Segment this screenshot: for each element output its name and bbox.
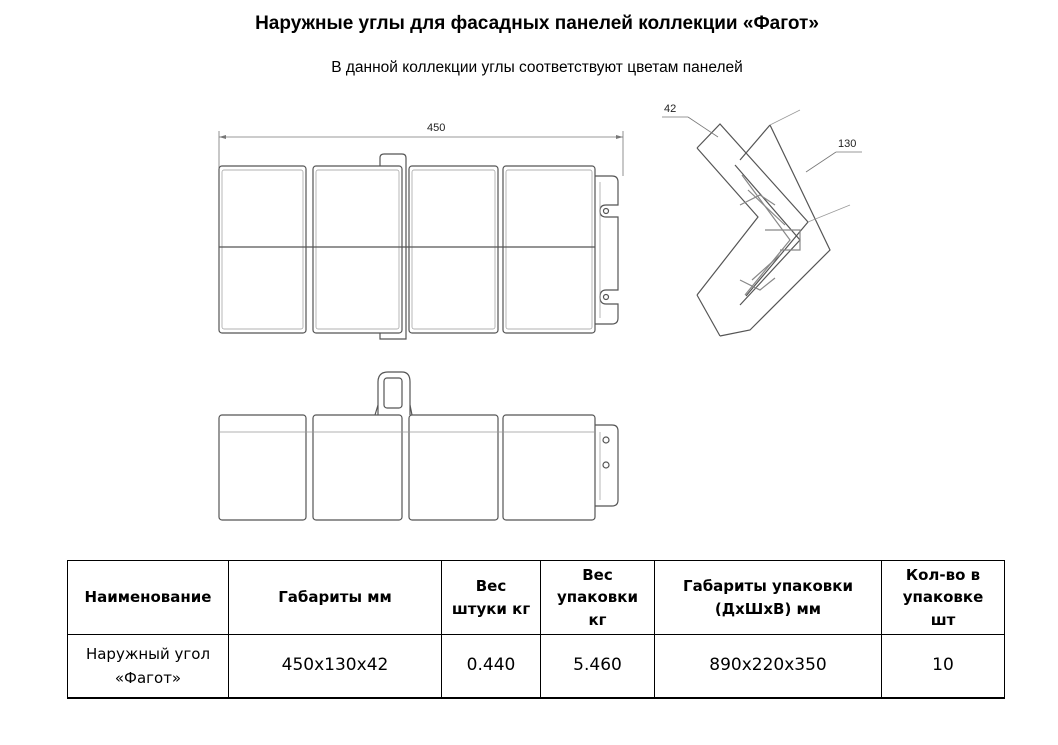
dimension-label-130: 130 <box>838 138 857 150</box>
dimension-label-length: 450 <box>427 122 446 134</box>
bottom-view <box>219 372 618 520</box>
column-header-dimensions: Габариты мм <box>229 561 442 635</box>
profile-view <box>662 110 862 336</box>
column-header-name: Наименование <box>68 561 229 635</box>
cell-unit-weight: 0.440 <box>442 635 541 699</box>
cell-pack-qty: 10 <box>882 635 1005 699</box>
page-title: Наружные углы для фасадных панелей коллекции «Фагот» <box>255 13 819 34</box>
dimension-label-42: 42 <box>664 103 677 115</box>
cell-name: Наружный угол «Фагот» <box>68 635 229 699</box>
column-header-pack-qty: Кол-во в упаковке шт <box>882 561 1005 635</box>
specification-table <box>67 560 1005 699</box>
page-subtitle: В данной коллекции углы соответствуют цветам панелей <box>331 59 743 76</box>
table-header-row <box>68 561 1005 635</box>
column-header-pack-weight: Вес упаковки кг <box>541 561 655 635</box>
column-header-pack-dimensions: Габариты упаковки (ДхШхВ) мм <box>655 561 882 635</box>
column-header-unit-weight: Вес штуки кг <box>442 561 541 635</box>
front-view <box>219 131 623 339</box>
cell-pack-dimensions: 890x220x350 <box>655 635 882 699</box>
cell-pack-weight: 5.460 <box>541 635 655 699</box>
cell-dimensions: 450x130x42 <box>229 635 442 699</box>
table-row <box>68 635 1005 699</box>
